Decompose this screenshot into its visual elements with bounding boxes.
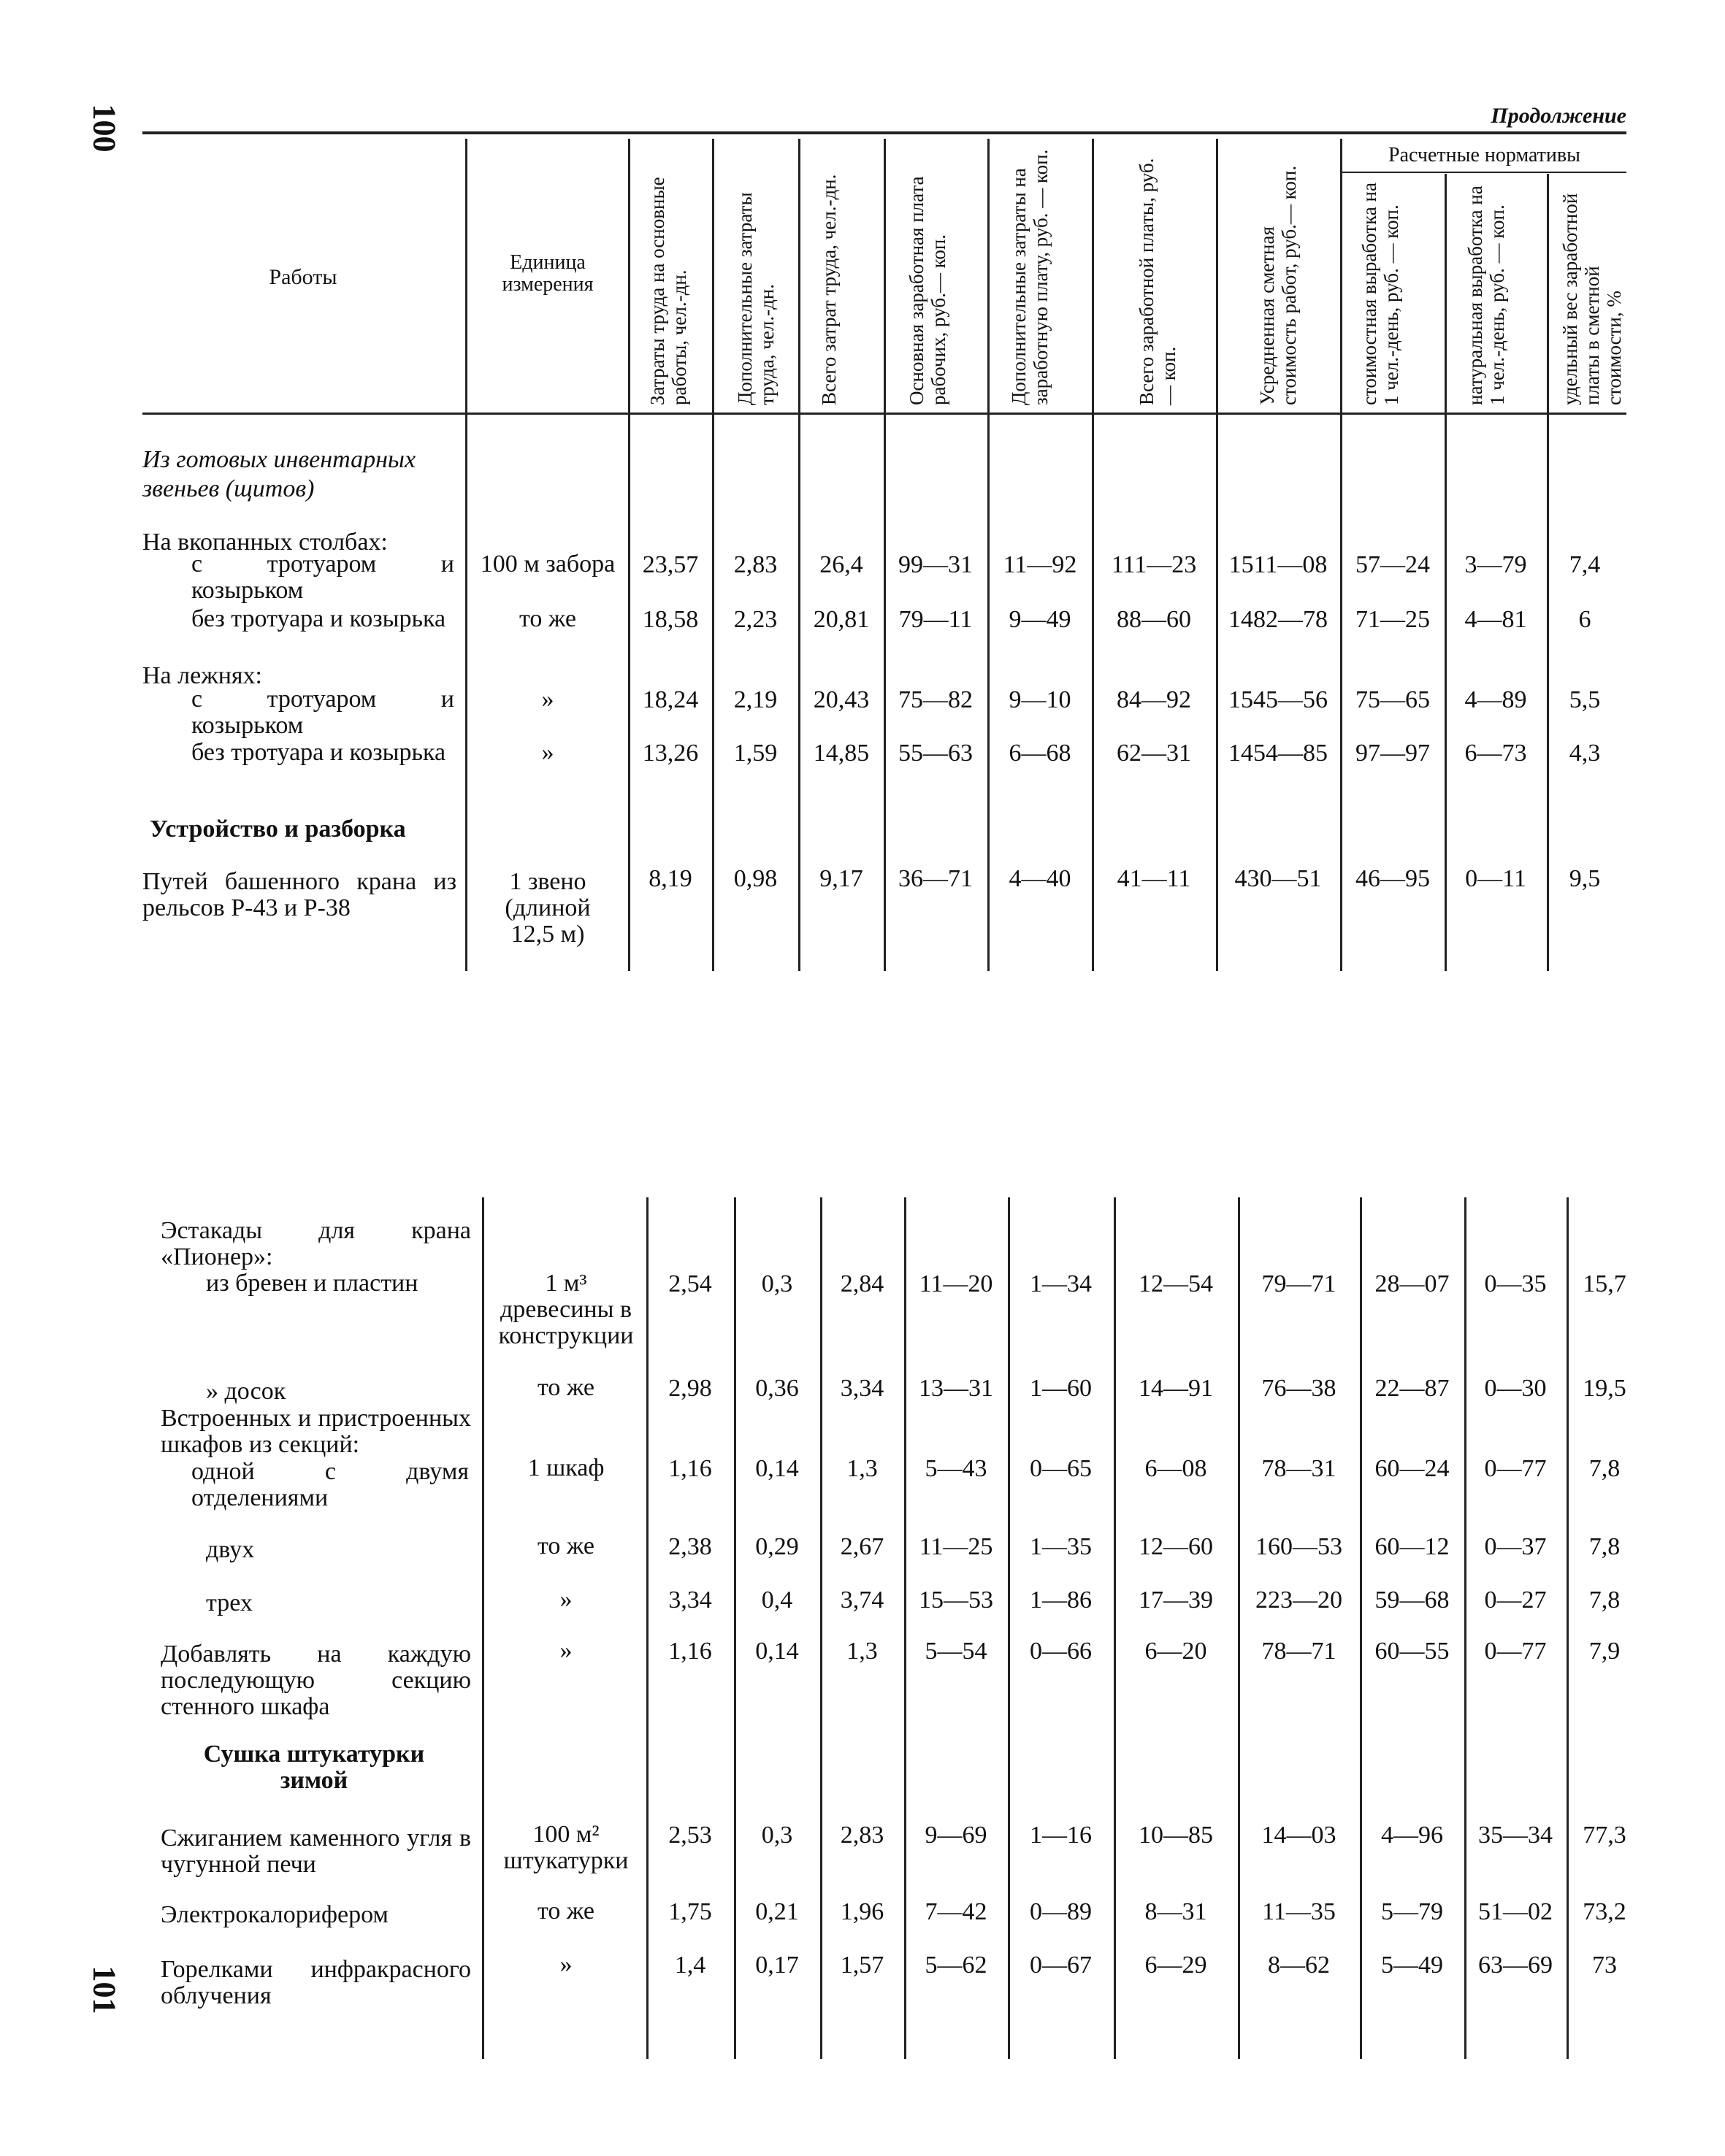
value-cell: 7,8 [1588, 1587, 1621, 1614]
value-cell: 4—81 [1464, 606, 1527, 633]
value-cell: 0,21 [755, 1898, 799, 1925]
subsection-sleepers: На лежнях: [142, 662, 262, 689]
value-cell: 75—65 [1355, 686, 1430, 713]
value-cell: 0,14 [755, 1455, 799, 1482]
value-cell: 8—62 [1268, 1952, 1330, 1979]
value-cell: 77,3 [1583, 1822, 1626, 1849]
value-cell: 0—77 [1484, 1638, 1547, 1665]
value-cell: 60—55 [1374, 1638, 1450, 1665]
value-cell: 223—20 [1255, 1587, 1342, 1614]
value-cell: 0—89 [1030, 1898, 1092, 1925]
header-col5: Дополнительные затраты на заработную плату, руб. — коп. [1008, 149, 1052, 405]
value-cell: 84—92 [1117, 686, 1191, 713]
header-works: Работы [269, 265, 337, 289]
value-cell: 1,59 [733, 740, 778, 767]
value-cell: 79—71 [1261, 1270, 1336, 1297]
value-cell: 55—63 [898, 740, 973, 767]
value-cell: 71—25 [1355, 606, 1430, 633]
row-unit: 1 м³ древесины в конструкции [498, 1270, 634, 1349]
value-cell: 28—07 [1374, 1270, 1450, 1297]
value-cell: 5—62 [925, 1952, 987, 1979]
row-label: двух [206, 1536, 255, 1563]
value-cell: 6—29 [1144, 1952, 1207, 1979]
page-number-right: 101 [86, 1965, 123, 2014]
value-cell: 78—71 [1261, 1638, 1336, 1665]
value-cell: 19,5 [1583, 1375, 1626, 1402]
value-cell: 75—82 [898, 686, 973, 713]
value-cell: 4,3 [1569, 740, 1601, 767]
value-cell: 6—73 [1464, 740, 1527, 767]
row-label: трех [206, 1589, 253, 1616]
value-cell: 5—54 [925, 1638, 987, 1665]
value-cell: 5—79 [1381, 1898, 1443, 1925]
header-col10: удельный вес заработной платы в сметной стоимости, % [1559, 193, 1625, 405]
value-cell: 99—31 [898, 551, 973, 578]
value-cell: 63—69 [1478, 1952, 1553, 1979]
row-unit: » [559, 1637, 573, 1664]
value-cell: 22—87 [1374, 1375, 1450, 1402]
value-cell: 1,75 [668, 1898, 712, 1925]
value-cell: 23,57 [642, 551, 699, 578]
header-col9: натуральная выработка на 1 чел.-день, руб. — коп. [1464, 185, 1508, 405]
value-cell: 1—35 [1030, 1533, 1092, 1560]
value-cell: 26,4 [819, 551, 863, 578]
value-cell: 15,7 [1583, 1270, 1626, 1297]
value-cell: 0,29 [755, 1533, 799, 1560]
value-cell: 97—97 [1355, 740, 1430, 767]
value-cell: 0—35 [1484, 1270, 1547, 1297]
value-cell: 4—89 [1464, 686, 1527, 713]
row-unit: то же [537, 1374, 595, 1401]
value-cell: 0—37 [1484, 1533, 1547, 1560]
row-label: Добавлять на каждую последующую секцию стенного шкафа [161, 1641, 471, 1720]
value-cell: 15—53 [919, 1587, 993, 1614]
header-unit: Единица измерения [502, 251, 594, 296]
value-cell: 1545—56 [1228, 686, 1328, 713]
row-label: без тротуара и козырька [191, 605, 446, 632]
row-label: одной с двумя отделениями [191, 1458, 469, 1511]
value-cell: 9—49 [1009, 606, 1071, 633]
row-label: Электрокалорифером [161, 1901, 389, 1928]
row-unit: то же [537, 1898, 595, 1925]
value-cell: 1,96 [840, 1898, 884, 1925]
value-cell: 0—11 [1465, 865, 1526, 892]
row-unit: 100 м² штукатурки [503, 1821, 629, 1874]
row-unit: » [541, 686, 554, 713]
header-col7: Усредненная сметная стоимость работ, руб.— коп. [1256, 165, 1300, 405]
value-cell: 3—79 [1464, 551, 1527, 578]
value-cell: 3,74 [840, 1587, 884, 1614]
value-cell: 0,3 [761, 1822, 793, 1849]
value-cell: 111—23 [1111, 551, 1197, 578]
value-cell: 9—69 [925, 1822, 987, 1849]
value-cell: 5—43 [925, 1455, 987, 1482]
value-cell: 51—02 [1478, 1898, 1553, 1925]
page-number-left: 100 [86, 104, 123, 153]
value-cell: 1,16 [668, 1455, 712, 1482]
value-cell: 6 [1578, 606, 1591, 633]
row-label: Горелками инфракрасного облучения [161, 1956, 471, 2009]
row-unit: » [559, 1586, 573, 1613]
value-cell: 1,16 [668, 1638, 712, 1665]
value-cell: 0—77 [1484, 1455, 1547, 1482]
value-cell: 2,23 [733, 606, 778, 633]
value-cell: 160—53 [1255, 1533, 1342, 1560]
value-cell: 0,3 [761, 1270, 793, 1297]
header-col1: Затраты труда на основные работы, чел.-дн. [646, 177, 690, 405]
value-cell: 2,67 [840, 1533, 884, 1560]
row-label: из бревен и пластин [206, 1270, 418, 1297]
section-shkafy: Встроенных и пристроенных шкафов из секций: [161, 1405, 471, 1458]
value-cell: 7—42 [925, 1898, 987, 1925]
row-label: Сжиганием каменного угля в чугунной печи [161, 1825, 471, 1878]
value-cell: 1—60 [1030, 1375, 1092, 1402]
value-cell: 1—86 [1030, 1587, 1092, 1614]
value-cell: 36—71 [898, 865, 973, 892]
row-unit: 100 м забора [480, 550, 616, 578]
header-col2: Дополнительные затраты труда, чел.-дн. [734, 192, 778, 405]
value-cell: 0—65 [1030, 1455, 1092, 1482]
value-cell: 3,34 [668, 1587, 712, 1614]
section-estakady: Эстакады для крана «Пионер»: [161, 1217, 471, 1270]
value-cell: 18,24 [642, 686, 699, 713]
section-title-assembly: Устройство и разборка [150, 816, 406, 843]
value-cell: 2,53 [668, 1822, 712, 1849]
value-cell: 13—31 [919, 1375, 993, 1402]
value-cell: 11—35 [1262, 1898, 1336, 1925]
value-cell: 79—11 [898, 606, 973, 633]
row-label: с тротуаром и козырьком [191, 686, 454, 739]
value-cell: 78—31 [1261, 1455, 1336, 1482]
header-group: Расчетные нормативы [1388, 144, 1580, 166]
value-cell: 2,38 [668, 1533, 712, 1560]
subsection-posts: На вкопанных столбах: [142, 529, 388, 556]
value-cell: 59—68 [1374, 1587, 1450, 1614]
value-cell: 1454—85 [1228, 740, 1328, 767]
value-cell: 0—27 [1484, 1587, 1547, 1614]
value-cell: 2,83 [840, 1822, 884, 1849]
value-cell: 5,5 [1569, 686, 1601, 713]
value-cell: 7,9 [1588, 1638, 1621, 1665]
value-cell: 76—38 [1261, 1375, 1336, 1402]
value-cell: 73 [1592, 1952, 1617, 1979]
value-cell: 0,14 [755, 1638, 799, 1665]
value-cell: 6—08 [1144, 1455, 1207, 1482]
value-cell: 60—24 [1374, 1455, 1450, 1482]
section-title-inventory: Из готовых инвентарных звеньев (щитов) [142, 446, 416, 502]
value-cell: 1,57 [840, 1952, 884, 1979]
value-cell: 11—92 [1003, 551, 1077, 578]
value-cell: 62—31 [1117, 740, 1191, 767]
value-cell: 73,2 [1583, 1898, 1626, 1925]
value-cell: 1,3 [846, 1638, 878, 1665]
value-cell: 2,54 [668, 1270, 712, 1297]
value-cell: 8,19 [649, 865, 692, 892]
value-cell: 0—66 [1030, 1638, 1092, 1665]
row-label: » досок [206, 1378, 286, 1405]
value-cell: 0—67 [1030, 1952, 1092, 1979]
value-cell: 0,98 [733, 865, 778, 892]
value-cell: 11—20 [919, 1270, 993, 1297]
value-cell: 14,85 [813, 740, 870, 767]
value-cell: 1511—08 [1228, 551, 1328, 578]
header-col6: Всего заработной платы, руб. — коп. [1136, 158, 1179, 405]
value-cell: 18,58 [642, 606, 699, 633]
value-cell: 9,17 [819, 865, 863, 892]
value-cell: 14—91 [1139, 1375, 1213, 1402]
value-cell: 3,34 [840, 1375, 884, 1402]
value-cell: 8—31 [1144, 1898, 1207, 1925]
value-cell: 2,98 [668, 1375, 712, 1402]
value-cell: 20,43 [813, 686, 870, 713]
value-cell: 2,83 [733, 551, 778, 578]
row-label: Путей башенного крана из рельсов Р-43 и Р-38 [142, 868, 456, 921]
value-cell: 4—40 [1009, 865, 1071, 892]
value-cell: 7,8 [1588, 1455, 1621, 1482]
value-cell: 12—54 [1139, 1270, 1213, 1297]
value-cell: 57—24 [1355, 551, 1430, 578]
value-cell: 60—12 [1374, 1533, 1450, 1560]
value-cell: 10—85 [1139, 1822, 1213, 1849]
value-cell: 9—10 [1009, 686, 1071, 713]
value-cell: 2,84 [840, 1270, 884, 1297]
value-cell: 46—95 [1355, 865, 1430, 892]
row-label: без тротуара и козырька [191, 739, 446, 766]
header-col3: Всего затрат труда, чел.-дн. [818, 174, 840, 405]
value-cell: 4—96 [1381, 1822, 1443, 1849]
row-unit: 1 звено (длиной 12,5 м) [505, 868, 591, 948]
value-cell: 41—11 [1117, 865, 1191, 892]
value-cell: 17—39 [1139, 1587, 1213, 1614]
value-cell: 7,4 [1569, 551, 1601, 578]
value-cell: 2,19 [733, 686, 778, 713]
value-cell: 9,5 [1569, 865, 1601, 892]
value-cell: 6—20 [1144, 1638, 1207, 1665]
value-cell: 20,81 [813, 606, 870, 633]
row-unit: то же [537, 1532, 595, 1560]
value-cell: 0,36 [755, 1375, 799, 1402]
continuation-label: Продолжение [1491, 104, 1626, 128]
value-cell: 1—34 [1030, 1270, 1092, 1297]
row-unit: то же [519, 605, 577, 632]
value-cell: 88—60 [1117, 606, 1191, 633]
row-unit: » [559, 1951, 573, 1978]
value-cell: 12—60 [1139, 1533, 1213, 1560]
value-cell: 0,17 [755, 1952, 799, 1979]
value-cell: 6—68 [1009, 740, 1071, 767]
value-cell: 14—03 [1261, 1822, 1336, 1849]
value-cell: 1,4 [674, 1952, 706, 1979]
value-cell: 1,3 [846, 1455, 878, 1482]
header-col4: Основная заработная плата рабочих, руб.— коп. [906, 176, 949, 405]
value-cell: 1482—78 [1228, 606, 1328, 633]
row-label: с тротуаром и козырьком [191, 550, 454, 604]
value-cell: 11—25 [919, 1533, 993, 1560]
value-cell: 35—34 [1478, 1822, 1553, 1849]
value-cell: 1—16 [1030, 1822, 1092, 1849]
value-cell: 13,26 [642, 740, 699, 767]
section-drying: Сушка штукатурки зимой [203, 1741, 425, 1794]
value-cell: 430—51 [1234, 865, 1322, 892]
header-col8: стоимостная выработка на 1 чел.-день, руб. — коп. [1358, 183, 1402, 405]
value-cell: 5—49 [1381, 1952, 1443, 1979]
row-unit: » [541, 739, 554, 766]
value-cell: 0,4 [761, 1587, 793, 1614]
row-unit: 1 шкаф [527, 1454, 605, 1481]
value-cell: 0—30 [1484, 1375, 1547, 1402]
value-cell: 7,8 [1588, 1533, 1621, 1560]
